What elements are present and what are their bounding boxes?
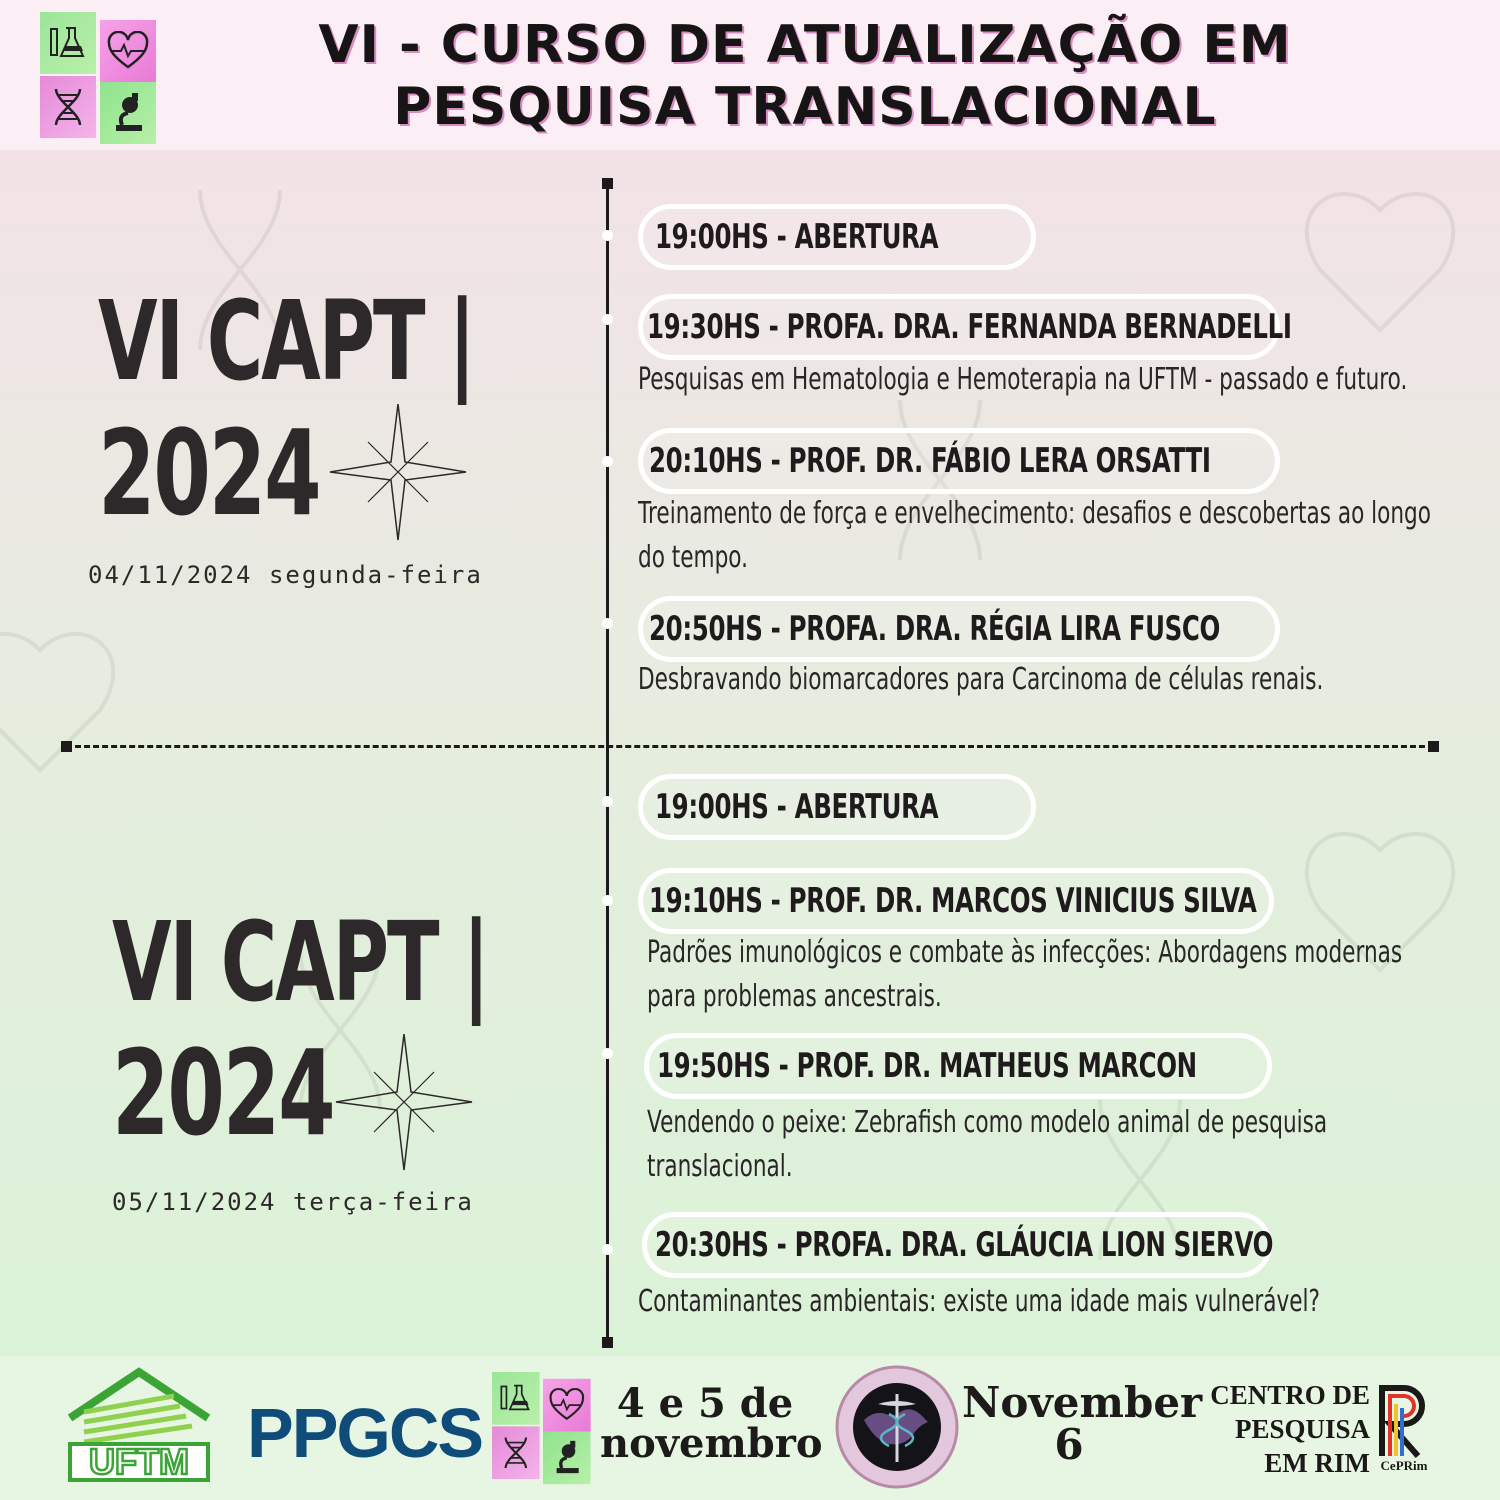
timeline-bottom-cap: [602, 1337, 613, 1348]
session-heading: 19:50HS - PROF. DR. MATHEUS MARCON: [657, 1046, 1197, 1086]
timeline-dot: [602, 1048, 613, 1059]
day1-title-year: 2024: [98, 404, 320, 542]
ceprim-name: [1190, 1378, 1370, 1480]
session-heading: 19:00HS - ABERTURA: [655, 217, 939, 257]
day2-session-3: [644, 1033, 1272, 1099]
timeline-dot: [602, 796, 613, 807]
session-description: Padrões imunológicos e combate às infecções: Abordagens modernas: [647, 935, 1403, 970]
page-title: [200, 14, 1410, 138]
session-description: do tempo.: [638, 540, 749, 575]
session-heading: 20:30HS - PROFA. DRA. GLÁUCIA LION SIERVO: [655, 1225, 1274, 1265]
timeline-dot: [602, 1244, 613, 1255]
ceprim-abbr: CePRim: [1380, 1458, 1428, 1473]
session-heading: 20:50HS - PROFA. DRA. RÉGIA LIRA FUSCO: [649, 609, 1220, 649]
session-heading: 20:10HS - PROF. DR. FÁBIO LERA ORSATTI: [649, 441, 1211, 481]
heart-pulse-icon: [100, 20, 156, 82]
sparkle-icon: [328, 404, 468, 544]
session-description: Contaminantes ambientais: existe uma idade mais vulnerável?: [638, 1284, 1321, 1319]
divider-left-cap: [61, 741, 72, 752]
session-description: Pesquisas em Hematologia e Hemoterapia na UFTM - passado e futuro.: [638, 362, 1408, 397]
november-line1: November: [962, 1378, 1203, 1427]
session-description: translacional.: [647, 1149, 793, 1184]
uftm-label: UFTM: [89, 1441, 189, 1482]
day2-session-1: [638, 774, 1036, 840]
course-logo-small: [492, 1372, 591, 1481]
flask-icon: [492, 1372, 540, 1425]
caduceus-emblem: [834, 1364, 960, 1490]
day2-session-2: [638, 868, 1274, 934]
day1-session-3: [638, 428, 1280, 494]
day1-date: 04/11/2024 segunda-feira: [88, 561, 483, 589]
ceprim-line1: CENTRO DE: [1210, 1380, 1370, 1410]
session-heading: 19:30HS - PROFA. DRA. FERNANDA BERNADELLI: [647, 307, 1292, 347]
session-description: Treinamento de força e envelhecimento: desafios e descobertas ao longo: [638, 496, 1431, 531]
timeline-dot: [602, 456, 613, 467]
timeline-dot: [602, 895, 613, 906]
header: [0, 0, 1500, 150]
session-heading: 19:10HS - PROF. DR. MARCOS VINICIUS SILVA: [649, 881, 1257, 921]
title-line-2: PESQUISA TRANSLACIONAL: [393, 77, 1217, 137]
day1-session-4: [638, 596, 1280, 662]
session-description: Desbravando biomarcadores para Carcinoma de células renais.: [638, 662, 1324, 697]
day-divider: [66, 745, 1434, 748]
ceprim-line2: PESQUISA: [1234, 1414, 1370, 1444]
title-line-1: VI - CURSO DE ATUALIZAÇÃO EM: [318, 15, 1292, 75]
microscope-icon: [100, 82, 156, 144]
sparkle-icon: [334, 1034, 474, 1174]
day1-session-2: [638, 294, 1292, 360]
uftm-logo: [64, 1366, 214, 1482]
session-heading: 19:00HS - ABERTURA: [655, 787, 939, 827]
timeline-dot: [602, 618, 613, 629]
timeline-dot: [602, 314, 613, 325]
timeline-top-cap: [602, 178, 613, 189]
november-date: [962, 1378, 1203, 1469]
day1-session-1: [638, 204, 1036, 270]
day1-title-line1: VI CAPT |: [98, 277, 475, 405]
footer-date-line1: 4 e 5 de: [616, 1380, 794, 1427]
dna-icon: [40, 76, 96, 138]
footer-date-line2: novembro: [600, 1420, 823, 1467]
ppgcs-logo: PPGCS: [247, 1394, 483, 1472]
session-description: para problemas ancestrais.: [647, 979, 942, 1014]
flask-icon: [40, 12, 96, 74]
day2-session-4: [642, 1212, 1272, 1278]
course-logo: [40, 12, 156, 140]
day2-date: 05/11/2024 terça-feira: [112, 1188, 474, 1216]
november-line2: 6: [1054, 1420, 1084, 1469]
microscope-icon: [543, 1432, 591, 1485]
divider-right-cap: [1428, 741, 1439, 752]
ceprim-logo: [1372, 1378, 1436, 1474]
session-description: Vendendo o peixe: Zebrafish como modelo animal de pesquisa: [647, 1105, 1328, 1140]
heart-pulse-icon: [543, 1379, 591, 1432]
day2-title-year: 2024: [112, 1024, 334, 1162]
footer-date: [600, 1380, 823, 1467]
ceprim-line3: EM RIM: [1264, 1448, 1370, 1478]
timeline-dot: [602, 230, 613, 241]
timeline-vertical-line: [606, 180, 609, 1348]
day2-title-line1: VI CAPT |: [112, 898, 489, 1026]
dna-icon: [492, 1426, 540, 1479]
